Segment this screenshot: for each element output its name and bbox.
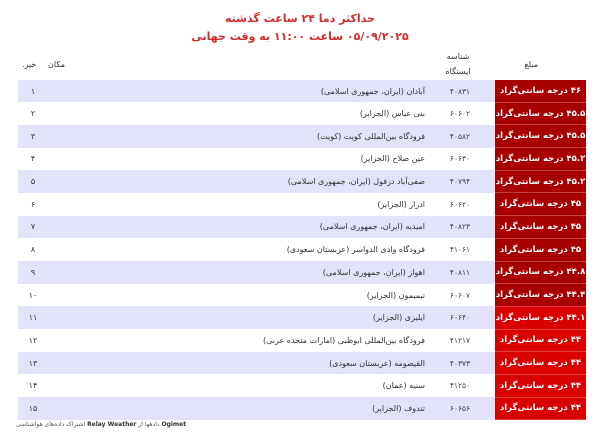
rank-cell: ۶: [18, 193, 48, 216]
temp-cell: ۴۵.۵ درجه سانتی‌گراد: [495, 125, 586, 148]
station-id-cell: ۶۰۶۵۶: [425, 397, 495, 420]
place-cell: بنی عباس (الجزایر): [48, 102, 425, 125]
station-id-cell: ۴۰۳۷۳: [425, 352, 495, 375]
temp-cell: ۴۶ درجه سانتی‌گراد: [495, 80, 586, 102]
place-cell: تندوف (الجزایر): [48, 397, 425, 420]
temp-cell: ۴۵.۵ درجه سانتی‌گراد: [495, 102, 586, 125]
table-row: [18, 306, 586, 329]
header-station-line1: شناسه: [446, 52, 470, 61]
rank-cell: ۲: [18, 102, 48, 125]
station-id-cell: ۴۱۲۱۷: [425, 329, 495, 352]
table-row: [18, 374, 586, 397]
rank-cell: ۵: [18, 170, 48, 193]
temp-cell: ۴۴.۴ درجه سانتی‌گراد: [495, 284, 586, 307]
temp-cell: ۴۴ درجه سانتی‌گراد: [495, 374, 586, 397]
station-id-cell: ۴۰۸۱۱: [425, 261, 495, 284]
rank-cell: ۷: [18, 216, 48, 239]
table-row: [18, 193, 586, 216]
table-row: [18, 125, 586, 148]
temp-cell: ۴۵ درجه سانتی‌گراد: [495, 193, 586, 216]
rank-cell: ۱۱: [18, 306, 48, 329]
rank-cell: ۱۳: [18, 352, 48, 375]
header-rank: خیر.: [22, 60, 37, 69]
place-cell: سنیه (عمان): [48, 374, 425, 397]
rank-cell: ۸: [18, 238, 48, 261]
place-cell: عین صلاح (الجزایر): [48, 148, 425, 171]
place-cell: تیمیمون (الجزایر): [48, 284, 425, 307]
table-row: [18, 102, 586, 125]
temp-cell: ۴۵ درجه سانتی‌گراد: [495, 238, 586, 261]
place-cell: ایلیزی (الجزایر): [48, 306, 425, 329]
temp-cell: ۴۴ درجه سانتی‌گراد: [495, 329, 586, 352]
temp-cell: ۴۴ درجه سانتی‌گراد: [495, 352, 586, 375]
table-row: [18, 170, 586, 193]
temp-cell: ۴۵ درجه سانتی‌گراد: [495, 216, 586, 239]
temp-cell: ۴۴.۱ درجه سانتی‌گراد: [495, 306, 586, 329]
source-footer: [16, 421, 186, 428]
temp-cell: ۴۴ درجه سانتی‌گراد: [495, 397, 586, 420]
station-id-cell: ۶۰۶۲۰: [425, 193, 495, 216]
place-cell: صفی‌آباد دزفول (ایران، جمهوری اسلامی): [48, 170, 425, 193]
station-id-cell: ۴۱۲۵۰: [425, 374, 495, 397]
table-row: [18, 352, 586, 375]
table-header: [18, 48, 586, 80]
header-temp: مبلغ: [524, 60, 538, 69]
station-id-cell: ۶۰۶۰۷: [425, 284, 495, 307]
header-station: [438, 49, 478, 79]
rank-cell: ۹: [18, 261, 48, 284]
station-id-cell: ۶۰۶۰۲: [425, 102, 495, 125]
rank-cell: ۱: [18, 80, 48, 102]
temperature-table: [18, 80, 586, 420]
place-cell: آبادان (ایران، جمهوری اسلامی): [48, 80, 425, 102]
footer-source-ogimet: Ogimet: [161, 421, 187, 428]
station-id-cell: ۴۱۰۶۱: [425, 238, 495, 261]
table-row: [18, 329, 586, 352]
place-cell: فرودگاه بین‌المللی کویت (کویت): [48, 125, 425, 148]
place-cell: فرودگاه وادی الدواسر (عربستان سعودی): [48, 238, 425, 261]
table-row: [18, 80, 586, 102]
header-station-line2: ایستگاه: [445, 67, 471, 76]
station-id-cell: ۴۰۸۲۳: [425, 216, 495, 239]
station-id-cell: ۴۰۷۹۴: [425, 170, 495, 193]
rank-cell: ۱۲: [18, 329, 48, 352]
table-row: [18, 284, 586, 307]
station-id-cell: ۶۰۶۴۰: [425, 306, 495, 329]
rank-cell: ۳: [18, 125, 48, 148]
footer-suffix: اشتراک داده‌های هواشناسی: [16, 421, 86, 428]
place-cell: ادرار (الجزایر): [48, 193, 425, 216]
temp-cell: ۴۵.۲ درجه سانتی‌گراد: [495, 148, 586, 171]
place-cell: فرودگاه بین‌المللی ابوظبی (امارات متحده عربی): [48, 329, 425, 352]
rank-cell: ۴: [18, 148, 48, 171]
table-row: [18, 261, 586, 284]
place-cell: القیصومه (عربستان سعودی): [48, 352, 425, 375]
rank-cell: ۱۴: [18, 374, 48, 397]
place-cell: اهواز (ایران، جمهوری اسلامی): [48, 261, 425, 284]
rank-cell: ۱۵: [18, 397, 48, 420]
place-cell: امیدیه (ایران، جمهوری اسلامی): [48, 216, 425, 239]
page-subtitle-datetime: ۰۵/۰۹/۲۰۲۵ ساعت ۱۱:۰۰ به وقت جهانی: [191, 30, 409, 43]
table-row: [18, 216, 586, 239]
station-id-cell: ۴۰۸۳۱: [425, 80, 495, 102]
temp-cell: ۴۵.۲ درجه سانتی‌گراد: [495, 170, 586, 193]
rank-cell: ۱۰: [18, 284, 48, 307]
table-row: [18, 238, 586, 261]
table-row: [18, 397, 586, 420]
temp-cell: ۴۴.۸ درجه سانتی‌گراد: [495, 261, 586, 284]
table-row: [18, 148, 586, 171]
header-place: مکان: [48, 60, 66, 69]
footer-source-relay: Relay Weather: [87, 421, 137, 428]
station-id-cell: ۶۰۶۳۰: [425, 148, 495, 171]
page-title: حداکثر دما ۲۴ ساعت گذشته: [225, 12, 375, 25]
footer-prefix: دادهها از: [138, 421, 160, 428]
station-id-cell: ۴۰۵۸۲: [425, 125, 495, 148]
